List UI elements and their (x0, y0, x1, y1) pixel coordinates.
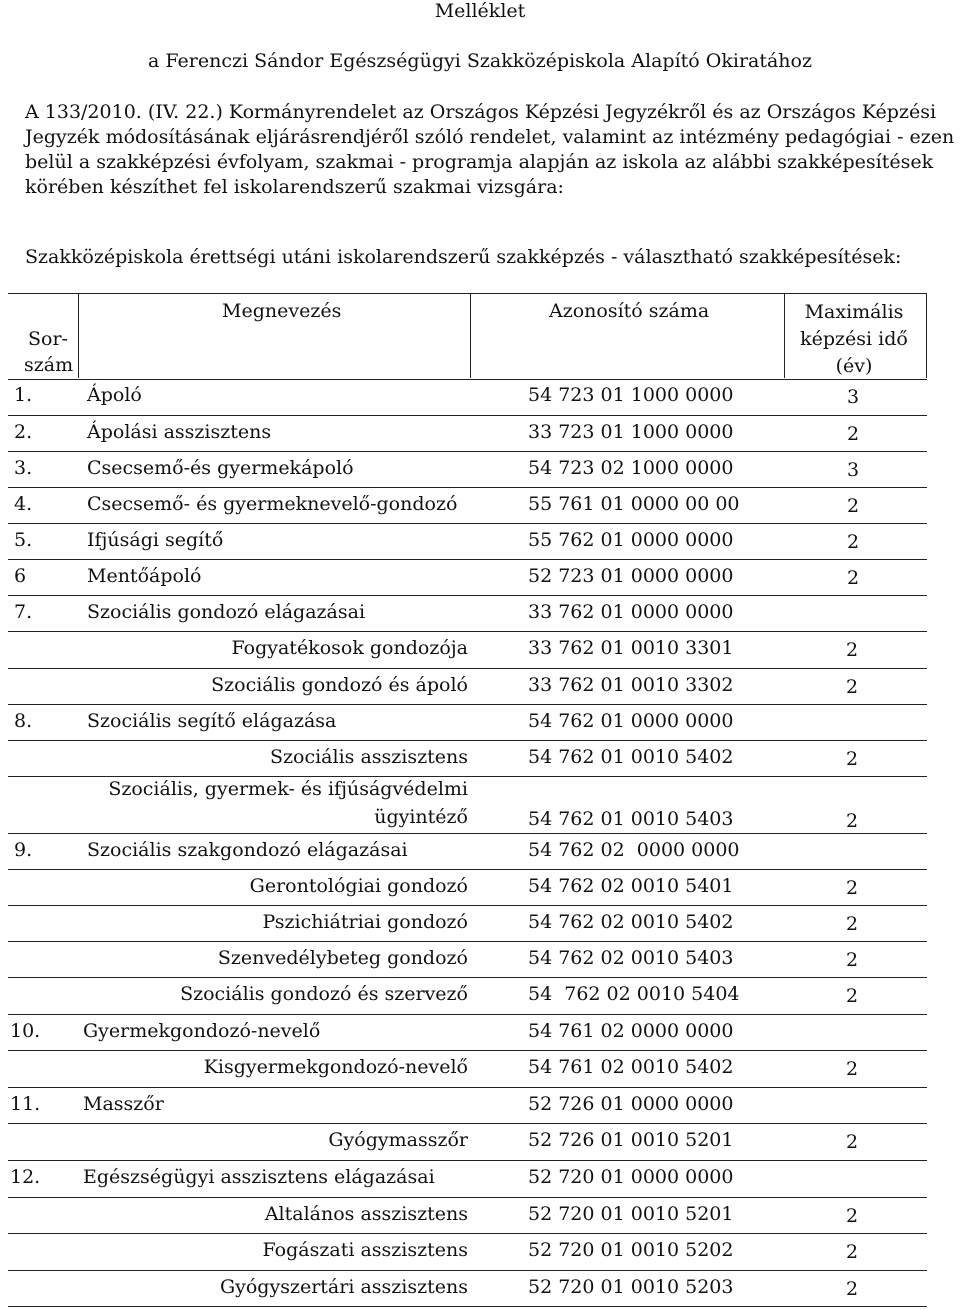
header-sorszam-2: szám (24, 354, 74, 376)
qualification-code: 52 720 01 0000 0000 (528, 1166, 734, 1188)
table-rule (8, 833, 927, 834)
header-id: Azonosító száma (549, 300, 710, 322)
table-rule (8, 1197, 927, 1198)
qualification-code: 52 720 01 0010 5202 (528, 1239, 734, 1261)
row-number: 5. (14, 529, 33, 551)
qualification-code: 52 720 01 0010 5203 (528, 1276, 734, 1298)
sub-qualification-name: Szociális asszisztens (270, 746, 468, 768)
training-years: 2 (846, 985, 859, 1007)
qualification-name: Ifjúsági segítő (87, 529, 224, 551)
training-years: 2 (847, 423, 860, 445)
qualification-code: 54 762 02 0010 5402 (528, 911, 734, 933)
header-max-2: képzési idő (800, 328, 908, 350)
sub-qualification-name: Kisgyermekgondozó-nevelő (203, 1056, 468, 1078)
table-rule (8, 451, 927, 452)
intro-paragraph (25, 100, 960, 200)
sub-qualification-name: Fogyatékosok gondozója (231, 637, 468, 659)
training-years: 2 (846, 877, 859, 899)
training-years: 2 (846, 949, 859, 971)
table-rule (784, 293, 785, 378)
sub-qualification-name: Pszichiátriai gondozó (262, 911, 468, 933)
table-rule (8, 668, 927, 669)
header-name: Megnevezés (222, 300, 342, 322)
intro-line: körében készíthet fel iskolarendszerű szakmai vizsgára: (25, 176, 564, 198)
table-rule (8, 1014, 927, 1015)
qualification-code: 55 762 01 0000 0000 (528, 529, 734, 551)
table-rule (8, 559, 927, 560)
qualification-name: Szociális gondozó elágazásai (87, 601, 366, 623)
row-number: 10. (10, 1020, 41, 1042)
table-rule (8, 523, 927, 524)
intro-line: A 133/2010. (IV. 22.) Kormányrendelet az Országos Képzési Jegyzékről és az Országos Képzési (25, 101, 937, 123)
table-rule (470, 293, 471, 378)
table-rule (8, 631, 927, 632)
training-years: 2 (846, 810, 859, 832)
qualification-code: 33 723 01 1000 0000 (528, 421, 734, 443)
sub-qualification-name: Gyógymasszőr (328, 1129, 468, 1151)
qualification-name: Ápoló (87, 384, 142, 406)
table-rule (8, 869, 927, 870)
table-rule (8, 941, 927, 942)
training-years: 2 (846, 639, 859, 661)
table-rule (8, 1050, 927, 1051)
training-years: 2 (846, 676, 859, 698)
table-rule (8, 487, 927, 488)
table-rule (8, 1306, 927, 1307)
qualification-code: 54 723 02 1000 0000 (528, 457, 734, 479)
training-years: 2 (846, 1131, 859, 1153)
table-rule (8, 1123, 927, 1124)
table-rule (8, 905, 927, 906)
sub-qualification-name: Szociális gondozó és szervező (180, 983, 468, 1005)
row-number: 1. (14, 384, 33, 406)
sub-qualification-name: Szociális gondozó és ápoló (211, 674, 468, 696)
qualification-code: 54 761 02 0000 0000 (528, 1020, 734, 1042)
header-sorszam-1: Sor- (28, 328, 68, 350)
table-rule (8, 740, 927, 741)
training-years: 2 (846, 913, 859, 935)
qualification-code: 54 723 01 1000 0000 (528, 384, 734, 406)
row-number: 2. (14, 421, 33, 443)
table-rule (8, 379, 927, 380)
qualification-name: Csecsemő- és gyermeknevelő-gondozó (87, 493, 458, 515)
qualification-code: 33 762 01 0010 3301 (528, 637, 734, 659)
section-title: Szakközépiskola érettségi utáni iskolarendszerű szakképzés - választható szakképesítések: (25, 246, 902, 268)
sub-qualification-name: Altalános asszisztens (264, 1203, 468, 1225)
qualification-name: Mentőápoló (87, 565, 202, 587)
training-years: 3 (847, 386, 860, 408)
training-years: 2 (846, 1241, 859, 1263)
row-number: 12. (10, 1166, 41, 1188)
document-title: Melléklet (434, 0, 526, 22)
row-number: 4. (14, 493, 33, 515)
sub-qualification-name: Szenvedélybeteg gondozó (217, 947, 468, 969)
qualification-code: 54 762 02 0010 5404 (528, 983, 740, 1005)
row-number: 9. (14, 839, 33, 861)
training-years: 2 (846, 748, 859, 770)
training-years: 2 (847, 495, 860, 517)
training-years: 3 (847, 459, 860, 481)
qualification-code: 54 762 01 0000 0000 (528, 710, 734, 732)
table-rule (8, 1270, 927, 1271)
qualification-name-cont: ügyintéző (374, 806, 468, 828)
table-rule (8, 977, 927, 978)
sub-qualification-name: Gerontológiai gondozó (249, 875, 468, 897)
table-rule (8, 1233, 927, 1234)
qualification-code: 54 762 01 0010 5403 (528, 808, 734, 830)
table-rule (8, 1160, 927, 1161)
qualification-name: Masszőr (83, 1093, 164, 1115)
table-rule (78, 293, 79, 378)
document-subtitle: a Ferenczi Sándor Egészségügyi Szakközépiskola Alapító Okiratához (148, 50, 812, 72)
qualification-code: 52 726 01 0010 5201 (528, 1129, 734, 1151)
qualification-name: Szociális szakgondozó elágazásai (87, 839, 408, 861)
qualification-code: 54 762 02 0010 5401 (528, 875, 734, 897)
qualification-name: Szociális, gyermek- és ifjúságvédelmi (108, 778, 468, 800)
qualification-code: 52 723 01 0000 0000 (528, 565, 734, 587)
intro-line: Jegyzék módosításának eljárásrendjéről szóló rendelet, valamint az intézmény pedagógiai - ezen (25, 126, 955, 148)
table-rule (8, 1087, 927, 1088)
qualification-code: 33 762 01 0010 3302 (528, 674, 734, 696)
qualification-code: 55 761 01 0000 00 00 (528, 493, 740, 515)
header-max-1: Maximális (804, 301, 904, 323)
row-number: 7. (14, 601, 33, 623)
row-number: 8. (14, 710, 33, 732)
table-rule (926, 293, 927, 378)
qualification-code: 54 761 02 0010 5402 (528, 1056, 734, 1078)
training-years: 2 (846, 1058, 859, 1080)
table-rule (8, 595, 927, 596)
qualification-name: Ápolási asszisztens (87, 421, 272, 443)
table-rule (8, 704, 927, 705)
sub-qualification-name: Fogászati asszisztens (262, 1239, 468, 1261)
training-years: 2 (846, 1205, 859, 1227)
qualification-code: 33 762 01 0000 0000 (528, 601, 734, 623)
table-rule (8, 293, 927, 294)
intro-line: belül a szakképzési évfolyam, szakmai - programja alapján az iskola az alábbi szakképesítések (25, 151, 934, 173)
training-years: 2 (847, 531, 860, 553)
table-rule (8, 776, 927, 777)
row-number: 11. (10, 1093, 41, 1115)
qualification-name: Egészségügyi asszisztens elágazásai (83, 1166, 435, 1188)
row-number: 3. (14, 457, 33, 479)
qualification-name: Gyermekgondozó-nevelő (83, 1020, 321, 1042)
qualification-code: 52 720 01 0010 5201 (528, 1203, 734, 1225)
qualification-code: 54 762 02 0010 5403 (528, 947, 734, 969)
sub-qualification-name: Gyógyszertári asszisztens (219, 1276, 468, 1298)
qualification-code: 54 762 02 0000 0000 (528, 839, 740, 861)
qualification-code: 54 762 01 0010 5402 (528, 746, 734, 768)
training-years: 2 (846, 1278, 859, 1300)
qualification-name: Szociális segítő elágazása (87, 710, 337, 732)
table-rule (8, 415, 927, 416)
row-number: 6 (14, 565, 27, 587)
header-max-3: (év) (835, 355, 873, 377)
training-years: 2 (847, 567, 860, 589)
qualification-code: 52 726 01 0000 0000 (528, 1093, 734, 1115)
qualification-name: Csecsemő-és gyermekápoló (87, 457, 354, 479)
